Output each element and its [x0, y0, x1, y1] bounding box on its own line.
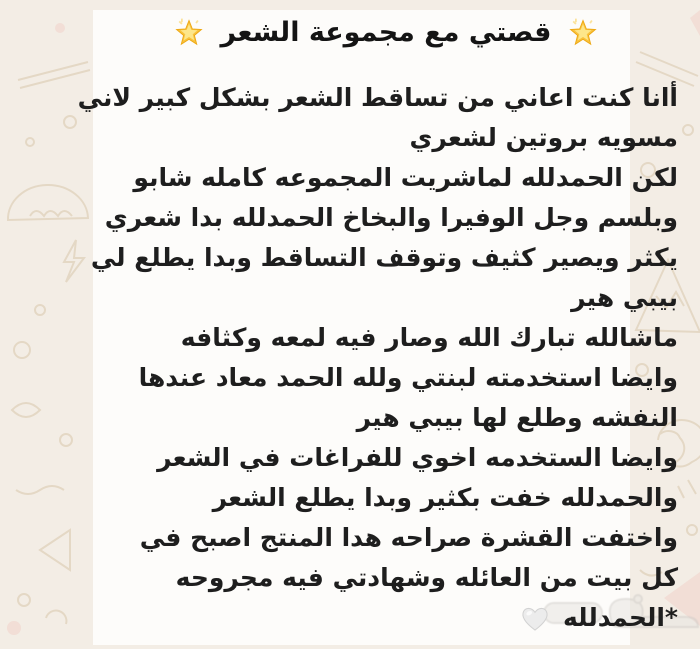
story-line: والحمدلله خفت بكثير وبدا يطلع الشعر [212, 483, 678, 512]
white-heart-icon [519, 604, 551, 633]
story-line: لكن الحمدلله لماشريت المجموعه كامله شابو [133, 163, 678, 192]
story-line: كل بيت من العائله وشهادتي فيه مجروحه [175, 563, 678, 592]
story-line: وايضا الستخدمه اخوي للفراغات في الشعر [157, 443, 678, 472]
story-line: وايضا استخدمته لبنتي ولله الحمد معاد عندها [138, 363, 678, 392]
story-line: واختفت القشرة صراحه هدا المنتج اصبح في [139, 523, 678, 552]
closing-text: *الحمدلله [562, 603, 678, 632]
story-line: ماشالله تبارك الله وصار فيه لمعه وكثافه [180, 323, 678, 352]
story-line: النفشه وطلع لها بيبي هير [356, 403, 678, 432]
glowing-star-icon [173, 16, 205, 48]
story-line: بيبي هير [571, 283, 678, 312]
title-row [36, 10, 700, 54]
story-text-block [0, 78, 700, 638]
glowing-star-icon [567, 16, 599, 48]
story-line: مسويه بروتين لشعري [409, 123, 678, 152]
page-title: قصتي مع مجموعة الشعر [220, 16, 552, 48]
closing-line [14, 598, 678, 638]
story-line: وبلسم وجل الوفيرا والبخاخ الحمدلله بدا شعري [104, 203, 678, 232]
story-line: يكثر ويصير كثيف وتوقف التساقط وبدا يطلع لي [90, 243, 678, 272]
story-line: أانا كنت اعاني من تساقط الشعر بشكل كبير لاني [77, 83, 678, 112]
